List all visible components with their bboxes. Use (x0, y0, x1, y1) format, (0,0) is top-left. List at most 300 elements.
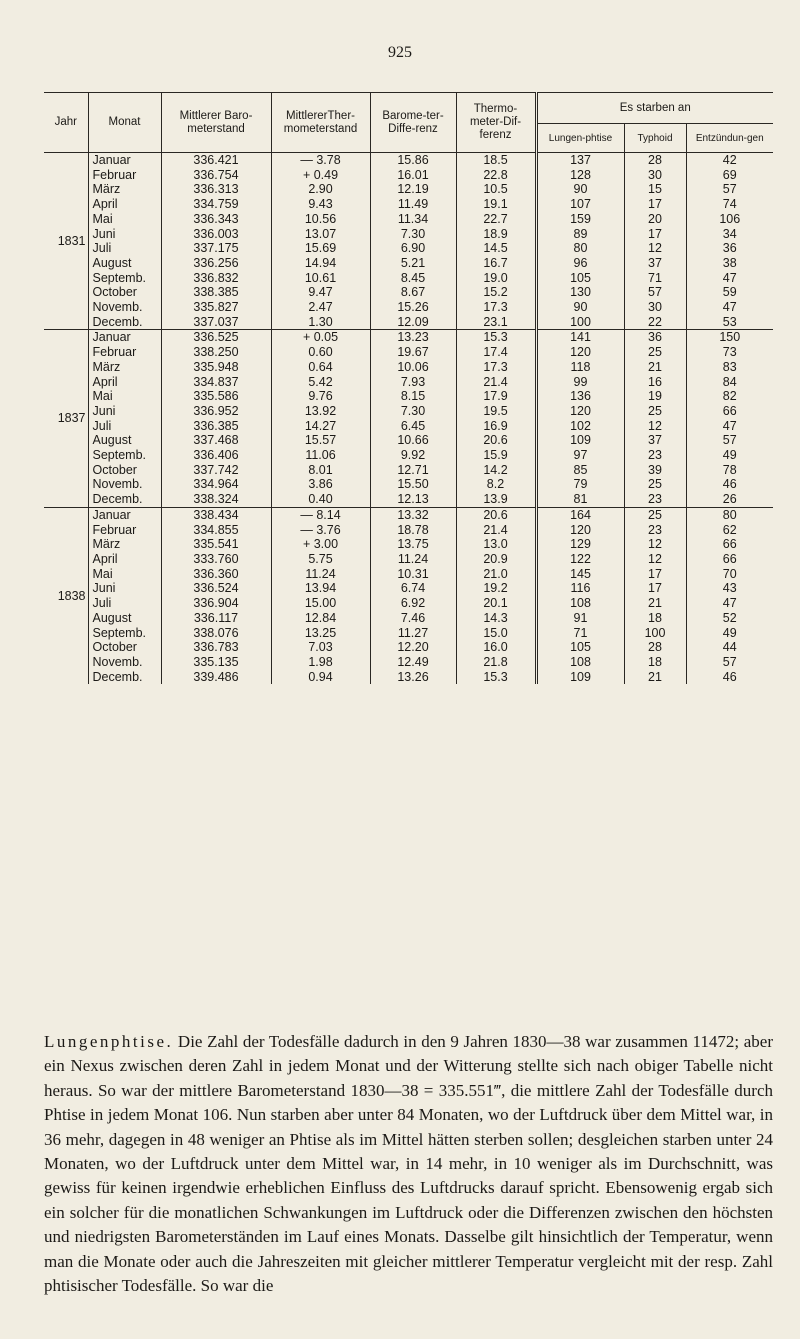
cell-typhoid: 25 (624, 477, 686, 492)
cell-thermometer-differenz: 13.9 (456, 492, 536, 507)
cell-lungenphtise: 105 (536, 640, 624, 655)
cell-lungenphtise: 108 (536, 596, 624, 611)
cell-lungenphtise: 107 (536, 197, 624, 212)
cell-thermometerstand: 13.25 (271, 626, 370, 641)
cell-thermometerstand: 15.69 (271, 241, 370, 256)
cell-thermometerstand: 7.03 (271, 640, 370, 655)
cell-barometer-differenz: 11.24 (370, 552, 456, 567)
cell-lungenphtise: 99 (536, 375, 624, 390)
cell-typhoid: 18 (624, 611, 686, 626)
cell-thermometerstand: 2.47 (271, 300, 370, 315)
cell-monat: Januar (88, 507, 161, 522)
cell-typhoid: 30 (624, 300, 686, 315)
cell-thermometerstand: 9.76 (271, 389, 370, 404)
cell-barometerstand: 337.742 (161, 463, 271, 478)
body-paragraph (44, 1030, 773, 1298)
cell-lungenphtise: 120 (536, 523, 624, 538)
cell-thermometerstand: 2.90 (271, 182, 370, 197)
cell-monat: August (88, 256, 161, 271)
table-row (44, 197, 773, 212)
cell-barometerstand: 336.421 (161, 153, 271, 168)
cell-barometer-differenz: 13.26 (370, 670, 456, 685)
cell-monat: Juni (88, 227, 161, 242)
cell-lungenphtise: 129 (536, 537, 624, 552)
cell-thermometer-differenz: 14.2 (456, 463, 536, 478)
table-row (44, 315, 773, 330)
cell-barometer-differenz: 11.34 (370, 212, 456, 227)
cell-thermometerstand: 9.43 (271, 197, 370, 212)
cell-thermometerstand: — 8.14 (271, 507, 370, 522)
cell-monat: Novemb. (88, 477, 161, 492)
cell-monat: Juli (88, 241, 161, 256)
header-barometer-differenz: Barome-ter-Diffe-renz (370, 93, 456, 153)
cell-thermometer-differenz: 22.7 (456, 212, 536, 227)
cell-thermometerstand: 0.60 (271, 345, 370, 360)
cell-typhoid: 28 (624, 640, 686, 655)
table-row (44, 670, 773, 685)
table-row (44, 419, 773, 434)
cell-entzuendungen: 34 (686, 227, 773, 242)
cell-barometerstand: 334.855 (161, 523, 271, 538)
cell-typhoid: 36 (624, 330, 686, 345)
cell-thermometerstand: 1.98 (271, 655, 370, 670)
cell-barometerstand: 335.541 (161, 537, 271, 552)
cell-lungenphtise: 79 (536, 477, 624, 492)
cell-barometer-differenz: 8.15 (370, 389, 456, 404)
cell-entzuendungen: 83 (686, 360, 773, 375)
cell-entzuendungen: 52 (686, 611, 773, 626)
cell-barometer-differenz: 6.90 (370, 241, 456, 256)
cell-thermometerstand: + 0.49 (271, 168, 370, 183)
table-row (44, 655, 773, 670)
cell-monat: Mai (88, 389, 161, 404)
cell-thermometer-differenz: 21.4 (456, 523, 536, 538)
cell-monat: März (88, 360, 161, 375)
cell-thermometer-differenz: 8.2 (456, 477, 536, 492)
cell-thermometerstand: 13.07 (271, 227, 370, 242)
cell-barometerstand: 336.952 (161, 404, 271, 419)
table-body (44, 153, 773, 685)
cell-typhoid: 23 (624, 448, 686, 463)
cell-typhoid: 15 (624, 182, 686, 197)
cell-barometerstand: 337.468 (161, 433, 271, 448)
cell-barometer-differenz: 15.86 (370, 153, 456, 168)
cell-monat: Mai (88, 567, 161, 582)
cell-thermometer-differenz: 14.5 (456, 241, 536, 256)
cell-barometer-differenz: 7.46 (370, 611, 456, 626)
cell-thermometerstand: 1.30 (271, 315, 370, 330)
cell-barometerstand: 336.754 (161, 168, 271, 183)
cell-lungenphtise: 128 (536, 168, 624, 183)
cell-monat: Juni (88, 581, 161, 596)
cell-lungenphtise: 137 (536, 153, 624, 168)
cell-thermometerstand: 13.92 (271, 404, 370, 419)
cell-barometerstand: 335.135 (161, 655, 271, 670)
cell-typhoid: 22 (624, 315, 686, 330)
cell-barometerstand: 336.343 (161, 212, 271, 227)
cell-monat: Juli (88, 596, 161, 611)
cell-barometer-differenz: 12.49 (370, 655, 456, 670)
cell-entzuendungen: 43 (686, 581, 773, 596)
cell-lungenphtise: 97 (536, 448, 624, 463)
cell-typhoid: 57 (624, 285, 686, 300)
cell-typhoid: 12 (624, 241, 686, 256)
table-row (44, 182, 773, 197)
cell-typhoid: 37 (624, 433, 686, 448)
cell-thermometer-differenz: 23.1 (456, 315, 536, 330)
cell-barometer-differenz: 6.74 (370, 581, 456, 596)
cell-thermometer-differenz: 17.3 (456, 300, 536, 315)
cell-thermometerstand: 15.00 (271, 596, 370, 611)
cell-lungenphtise: 130 (536, 285, 624, 300)
cell-barometer-differenz: 13.23 (370, 330, 456, 345)
cell-monat: Novemb. (88, 300, 161, 315)
cell-entzuendungen: 80 (686, 507, 773, 522)
table-row (44, 581, 773, 596)
cell-barometerstand: 336.360 (161, 567, 271, 582)
cell-typhoid: 37 (624, 256, 686, 271)
cell-thermometerstand: 5.42 (271, 375, 370, 390)
cell-barometer-differenz: 7.30 (370, 227, 456, 242)
cell-thermometerstand: 0.94 (271, 670, 370, 685)
cell-thermometer-differenz: 19.5 (456, 404, 536, 419)
cell-lungenphtise: 141 (536, 330, 624, 345)
cell-monat: Septemb. (88, 448, 161, 463)
table-row (44, 567, 773, 582)
cell-entzuendungen: 47 (686, 271, 773, 286)
cell-monat: Februar (88, 345, 161, 360)
cell-typhoid: 71 (624, 271, 686, 286)
cell-entzuendungen: 66 (686, 552, 773, 567)
year-label: 1831 (44, 153, 88, 330)
cell-barometer-differenz: 15.26 (370, 300, 456, 315)
table-row (44, 300, 773, 315)
cell-barometerstand: 336.117 (161, 611, 271, 626)
cell-barometerstand: 336.904 (161, 596, 271, 611)
cell-barometer-differenz: 12.19 (370, 182, 456, 197)
cell-barometerstand: 334.837 (161, 375, 271, 390)
cell-typhoid: 25 (624, 345, 686, 360)
cell-entzuendungen: 38 (686, 256, 773, 271)
table-row (44, 389, 773, 404)
cell-barometer-differenz: 5.21 (370, 256, 456, 271)
header-thermometer-differenz: Thermo-meter-Dif-ferenz (456, 93, 536, 153)
table-row (44, 256, 773, 271)
cell-lungenphtise: 90 (536, 182, 624, 197)
cell-typhoid: 17 (624, 567, 686, 582)
cell-barometer-differenz: 18.78 (370, 523, 456, 538)
cell-thermometer-differenz: 15.3 (456, 330, 536, 345)
table-row (44, 271, 773, 286)
cell-typhoid: 16 (624, 375, 686, 390)
mortality-weather-table (44, 92, 773, 684)
cell-entzuendungen: 49 (686, 626, 773, 641)
cell-thermometerstand: — 3.76 (271, 523, 370, 538)
table-row (44, 345, 773, 360)
cell-thermometer-differenz: 19.0 (456, 271, 536, 286)
cell-lungenphtise: 120 (536, 345, 624, 360)
cell-monat: April (88, 375, 161, 390)
cell-barometerstand: 337.175 (161, 241, 271, 256)
cell-thermometerstand: + 3.00 (271, 537, 370, 552)
cell-barometerstand: 334.964 (161, 477, 271, 492)
table-row (44, 477, 773, 492)
cell-barometerstand: 338.076 (161, 626, 271, 641)
table-row (44, 537, 773, 552)
header-thermometerstand: MittlererTher-mometerstand (271, 93, 370, 153)
cell-thermometer-differenz: 16.9 (456, 419, 536, 434)
table-row (44, 241, 773, 256)
cell-thermometer-differenz: 20.1 (456, 596, 536, 611)
table-row (44, 611, 773, 626)
cell-barometerstand: 338.434 (161, 507, 271, 522)
cell-entzuendungen: 47 (686, 419, 773, 434)
cell-lungenphtise: 100 (536, 315, 624, 330)
cell-lungenphtise: 89 (536, 227, 624, 242)
cell-entzuendungen: 74 (686, 197, 773, 212)
cell-barometerstand: 335.586 (161, 389, 271, 404)
cell-thermometerstand: 0.64 (271, 360, 370, 375)
table-row (44, 523, 773, 538)
table-row (44, 626, 773, 641)
cell-thermometer-differenz: 20.9 (456, 552, 536, 567)
cell-lungenphtise: 102 (536, 419, 624, 434)
cell-barometerstand: 336.832 (161, 271, 271, 286)
cell-monat: Mai (88, 212, 161, 227)
table-row (44, 375, 773, 390)
cell-barometer-differenz: 12.20 (370, 640, 456, 655)
cell-barometerstand: 338.324 (161, 492, 271, 507)
cell-barometer-differenz: 13.75 (370, 537, 456, 552)
cell-barometer-differenz: 12.09 (370, 315, 456, 330)
cell-thermometer-differenz: 10.5 (456, 182, 536, 197)
cell-monat: Februar (88, 523, 161, 538)
cell-thermometer-differenz: 16.7 (456, 256, 536, 271)
cell-entzuendungen: 53 (686, 315, 773, 330)
table-row (44, 596, 773, 611)
cell-barometerstand: 336.385 (161, 419, 271, 434)
cell-monat: Septemb. (88, 626, 161, 641)
cell-entzuendungen: 150 (686, 330, 773, 345)
cell-entzuendungen: 49 (686, 448, 773, 463)
cell-barometer-differenz: 11.27 (370, 626, 456, 641)
cell-entzuendungen: 78 (686, 463, 773, 478)
cell-barometerstand: 334.759 (161, 197, 271, 212)
cell-lungenphtise: 80 (536, 241, 624, 256)
cell-lungenphtise: 91 (536, 611, 624, 626)
cell-entzuendungen: 47 (686, 300, 773, 315)
cell-thermometer-differenz: 20.6 (456, 507, 536, 522)
cell-barometerstand: 336.783 (161, 640, 271, 655)
cell-barometer-differenz: 13.32 (370, 507, 456, 522)
cell-lungenphtise: 164 (536, 507, 624, 522)
cell-barometer-differenz: 15.50 (370, 477, 456, 492)
table-row (44, 360, 773, 375)
header-entzuendungen: Entzündun-gen (686, 124, 773, 153)
cell-barometer-differenz: 9.92 (370, 448, 456, 463)
cell-lungenphtise: 81 (536, 492, 624, 507)
cell-typhoid: 17 (624, 197, 686, 212)
cell-lungenphtise: 109 (536, 670, 624, 685)
cell-lungenphtise: 118 (536, 360, 624, 375)
cell-barometerstand: 336.313 (161, 182, 271, 197)
cell-entzuendungen: 82 (686, 389, 773, 404)
cell-typhoid: 21 (624, 360, 686, 375)
cell-entzuendungen: 106 (686, 212, 773, 227)
cell-thermometerstand: — 3.78 (271, 153, 370, 168)
table-row (44, 227, 773, 242)
cell-barometer-differenz: 10.31 (370, 567, 456, 582)
cell-thermometer-differenz: 15.9 (456, 448, 536, 463)
cell-barometerstand: 335.948 (161, 360, 271, 375)
cell-lungenphtise: 120 (536, 404, 624, 419)
table-row (44, 153, 773, 168)
cell-entzuendungen: 84 (686, 375, 773, 390)
cell-thermometerstand: 8.01 (271, 463, 370, 478)
cell-lungenphtise: 85 (536, 463, 624, 478)
cell-lungenphtise: 108 (536, 655, 624, 670)
cell-monat: October (88, 640, 161, 655)
cell-monat: Januar (88, 153, 161, 168)
cell-barometer-differenz: 11.49 (370, 197, 456, 212)
header-jahr: Jahr (44, 93, 88, 153)
cell-monat: Januar (88, 330, 161, 345)
cell-thermometerstand: 5.75 (271, 552, 370, 567)
cell-typhoid: 21 (624, 596, 686, 611)
cell-barometerstand: 339.486 (161, 670, 271, 685)
cell-lungenphtise: 105 (536, 271, 624, 286)
cell-monat: Februar (88, 168, 161, 183)
cell-entzuendungen: 62 (686, 523, 773, 538)
cell-thermometer-differenz: 19.1 (456, 197, 536, 212)
cell-thermometer-differenz: 20.6 (456, 433, 536, 448)
cell-entzuendungen: 59 (686, 285, 773, 300)
cell-barometerstand: 336.256 (161, 256, 271, 271)
cell-monat: März (88, 182, 161, 197)
cell-barometer-differenz: 19.67 (370, 345, 456, 360)
header-es-starben-an: Es starben an (536, 93, 773, 124)
cell-barometerstand: 336.406 (161, 448, 271, 463)
header-barometerstand: Mittlerer Baro-meterstand (161, 93, 271, 153)
table-row (44, 552, 773, 567)
cell-monat: Decemb. (88, 492, 161, 507)
cell-typhoid: 30 (624, 168, 686, 183)
cell-thermometer-differenz: 15.2 (456, 285, 536, 300)
cell-thermometerstand: 13.94 (271, 581, 370, 596)
table-row (44, 492, 773, 507)
cell-typhoid: 28 (624, 153, 686, 168)
cell-barometerstand: 333.760 (161, 552, 271, 567)
cell-lungenphtise: 90 (536, 300, 624, 315)
cell-thermometerstand: 3.86 (271, 477, 370, 492)
cell-barometerstand: 336.525 (161, 330, 271, 345)
cell-thermometer-differenz: 14.3 (456, 611, 536, 626)
table-row (44, 285, 773, 300)
cell-barometer-differenz: 8.67 (370, 285, 456, 300)
cell-entzuendungen: 66 (686, 537, 773, 552)
cell-barometer-differenz: 10.06 (370, 360, 456, 375)
table-row (44, 507, 773, 522)
cell-thermometerstand: 14.94 (271, 256, 370, 271)
cell-entzuendungen: 44 (686, 640, 773, 655)
cell-thermometerstand: 11.06 (271, 448, 370, 463)
cell-entzuendungen: 69 (686, 168, 773, 183)
cell-entzuendungen: 26 (686, 492, 773, 507)
table-row (44, 168, 773, 183)
cell-entzuendungen: 70 (686, 567, 773, 582)
table-row (44, 212, 773, 227)
cell-entzuendungen: 73 (686, 345, 773, 360)
cell-monat: Septemb. (88, 271, 161, 286)
cell-monat: Juni (88, 404, 161, 419)
cell-lungenphtise: 71 (536, 626, 624, 641)
cell-thermometer-differenz: 15.3 (456, 670, 536, 685)
cell-thermometer-differenz: 21.8 (456, 655, 536, 670)
cell-barometer-differenz: 6.92 (370, 596, 456, 611)
cell-thermometer-differenz: 17.9 (456, 389, 536, 404)
cell-monat: Decemb. (88, 670, 161, 685)
cell-barometer-differenz: 7.93 (370, 375, 456, 390)
cell-monat: Juli (88, 419, 161, 434)
cell-entzuendungen: 57 (686, 182, 773, 197)
table-row (44, 463, 773, 478)
table-row (44, 404, 773, 419)
cell-thermometer-differenz: 21.4 (456, 375, 536, 390)
cell-thermometer-differenz: 18.5 (456, 153, 536, 168)
cell-entzuendungen: 57 (686, 433, 773, 448)
header-lungenphtise: Lungen-phtise (536, 124, 624, 153)
cell-typhoid: 100 (624, 626, 686, 641)
cell-thermometer-differenz: 15.0 (456, 626, 536, 641)
cell-thermometerstand: 11.24 (271, 567, 370, 582)
cell-typhoid: 39 (624, 463, 686, 478)
table-row (44, 330, 773, 345)
cell-barometerstand: 338.385 (161, 285, 271, 300)
cell-thermometer-differenz: 22.8 (456, 168, 536, 183)
cell-entzuendungen: 46 (686, 477, 773, 492)
cell-entzuendungen: 66 (686, 404, 773, 419)
paragraph-lead: Lungenphtise. (44, 1032, 174, 1051)
cell-barometer-differenz: 8.45 (370, 271, 456, 286)
cell-barometerstand: 335.827 (161, 300, 271, 315)
cell-thermometerstand: + 0.05 (271, 330, 370, 345)
cell-monat: Novemb. (88, 655, 161, 670)
cell-lungenphtise: 159 (536, 212, 624, 227)
cell-typhoid: 25 (624, 507, 686, 522)
cell-lungenphtise: 116 (536, 581, 624, 596)
header-monat: Monat (88, 93, 161, 153)
cell-typhoid: 17 (624, 227, 686, 242)
cell-entzuendungen: 36 (686, 241, 773, 256)
cell-barometer-differenz: 6.45 (370, 419, 456, 434)
cell-thermometer-differenz: 19.2 (456, 581, 536, 596)
cell-thermometer-differenz: 21.0 (456, 567, 536, 582)
cell-typhoid: 19 (624, 389, 686, 404)
cell-entzuendungen: 47 (686, 596, 773, 611)
year-label: 1838 (44, 507, 88, 684)
cell-typhoid: 12 (624, 537, 686, 552)
cell-barometer-differenz: 12.71 (370, 463, 456, 478)
cell-typhoid: 12 (624, 552, 686, 567)
cell-barometerstand: 336.524 (161, 581, 271, 596)
cell-barometer-differenz: 12.13 (370, 492, 456, 507)
cell-lungenphtise: 136 (536, 389, 624, 404)
cell-thermometerstand: 10.61 (271, 271, 370, 286)
cell-monat: October (88, 285, 161, 300)
cell-monat: April (88, 197, 161, 212)
cell-typhoid: 23 (624, 523, 686, 538)
table-row (44, 448, 773, 463)
